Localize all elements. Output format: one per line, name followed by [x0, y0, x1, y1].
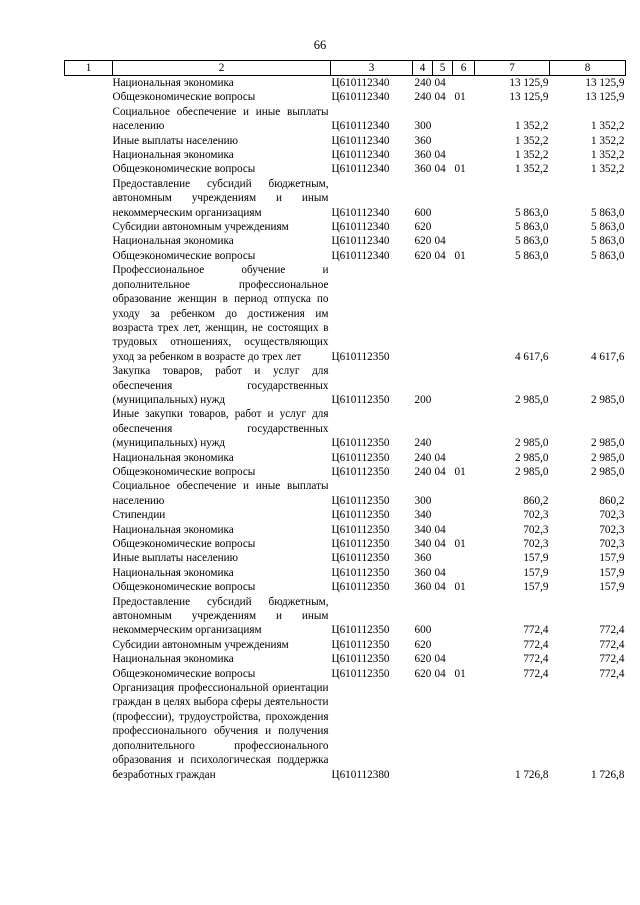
- expense-type-code: 200: [414, 393, 432, 406]
- item-name: Общеэкономические вопросы: [112, 667, 256, 680]
- amount-col-7: 772,4: [523, 667, 549, 680]
- subsection-code: [453, 364, 475, 407]
- expense-type-code: 620: [414, 249, 432, 262]
- section-code: 04: [434, 667, 446, 680]
- target-code: Ц610112340: [331, 134, 390, 147]
- target-code: Ц610112350: [331, 653, 390, 666]
- target-code: Ц610112340: [331, 163, 390, 176]
- expense-type-code: 300: [414, 494, 432, 507]
- subsection-code: 01: [454, 538, 466, 550]
- table-row: [65, 523, 626, 537]
- amount-col-7: 772,4: [523, 638, 549, 651]
- amount-col-7: 4 617,6: [514, 350, 549, 363]
- subsection-code: [453, 652, 475, 666]
- index-cell: [65, 177, 113, 220]
- index-cell: [65, 551, 113, 565]
- section-code: [433, 407, 453, 450]
- table-row: [65, 148, 626, 162]
- section-code: [433, 177, 453, 220]
- amount-col-8: 5 863,0: [590, 249, 625, 262]
- amount-col-7: 5 863,0: [514, 206, 549, 219]
- expense-type-code: 360: [414, 149, 432, 162]
- subsection-code: [453, 479, 475, 508]
- item-name: Общеэкономические вопросы: [112, 249, 256, 262]
- amount-col-7: 157,9: [523, 552, 549, 565]
- item-name: Национальная экономика: [112, 566, 234, 579]
- target-code: Ц610112340: [331, 91, 390, 104]
- target-code: Ц610112350: [331, 465, 390, 478]
- amount-col-7: 702,3: [523, 538, 549, 550]
- table-row: [65, 465, 626, 479]
- index-cell: [65, 364, 113, 407]
- expense-type-code: 240: [414, 451, 432, 464]
- section-code: 04: [434, 566, 446, 579]
- amount-col-7: 2 985,0: [514, 393, 549, 406]
- amount-col-8: 2 985,0: [590, 393, 625, 406]
- target-code: Ц610112350: [331, 350, 390, 363]
- table-row: [65, 407, 626, 450]
- index-cell: [65, 652, 113, 666]
- amount-col-8: 5 863,0: [590, 221, 625, 234]
- index-cell: [65, 681, 113, 782]
- index-cell: [65, 90, 113, 104]
- target-code: Ц610112340: [331, 77, 390, 89]
- amount-col-8: 13 125,9: [585, 77, 625, 89]
- amount-col-8: 2 985,0: [590, 451, 625, 464]
- amount-col-8: 157,9: [599, 552, 625, 565]
- item-name: Национальная экономика: [112, 235, 234, 248]
- amount-col-8: 157,9: [599, 581, 625, 594]
- subsection-code: [453, 234, 475, 248]
- subsection-code: [453, 508, 475, 522]
- subsection-code: 01: [454, 465, 466, 478]
- expense-type-code: 620: [414, 653, 432, 666]
- header-col-7: 7: [475, 61, 550, 76]
- amount-col-7: 5 863,0: [514, 249, 549, 262]
- table-row: [65, 667, 626, 681]
- subsection-code: [453, 134, 475, 148]
- amount-col-7: 5 863,0: [514, 235, 549, 248]
- amount-col-8: 1 726,8: [590, 768, 625, 781]
- header-row: [65, 61, 626, 76]
- amount-col-8: 772,4: [599, 624, 625, 637]
- subsection-code: [453, 76, 475, 91]
- index-cell: [65, 105, 113, 134]
- subsection-code: 01: [454, 163, 466, 176]
- index-cell: [65, 508, 113, 522]
- amount-col-7: 702,3: [523, 509, 549, 522]
- table-row: [65, 105, 626, 134]
- amount-col-7: 1 726,8: [514, 768, 549, 781]
- subsection-code: [453, 523, 475, 537]
- header-col-5: 5: [433, 61, 453, 76]
- item-name: Субсидии автономным учреждениям: [112, 638, 289, 651]
- expense-type-code: 300: [414, 120, 432, 133]
- amount-col-7: 13 125,9: [509, 77, 549, 89]
- target-code: Ц610112350: [331, 393, 390, 406]
- section-code: [433, 263, 453, 364]
- index-cell: [65, 479, 113, 508]
- item-name: Национальная экономика: [112, 523, 234, 536]
- section-code: 04: [434, 465, 446, 478]
- subsection-code: 01: [454, 249, 466, 262]
- subsection-code: [453, 105, 475, 134]
- section-code: [433, 105, 453, 134]
- section-code: 04: [434, 653, 446, 666]
- target-code: Ц610112350: [331, 437, 390, 450]
- amount-col-7: 1 352,2: [514, 134, 549, 147]
- amount-col-8: 4 617,6: [590, 350, 625, 363]
- budget-table: [64, 60, 626, 782]
- expense-type-code: 620: [414, 235, 432, 248]
- item-name: Общеэкономические вопросы: [112, 91, 256, 104]
- expense-type-code: 620: [414, 667, 432, 680]
- table-row: [65, 263, 626, 364]
- subsection-code: [453, 220, 475, 234]
- expense-type-code: 240: [414, 437, 432, 450]
- item-name: Стипендии: [112, 509, 166, 522]
- item-name: Национальная экономика: [112, 149, 234, 162]
- item-name: Социальное обеспечение и иные выплаты населению: [112, 105, 329, 133]
- amount-col-8: 2 985,0: [590, 465, 625, 478]
- expense-type-code: 360: [414, 134, 432, 147]
- section-code: [433, 681, 453, 782]
- amount-col-8: 157,9: [599, 566, 625, 579]
- amount-col-7: 702,3: [523, 523, 549, 536]
- index-cell: [65, 249, 113, 263]
- table-row: [65, 162, 626, 176]
- target-code: Ц610112340: [331, 206, 390, 219]
- target-code: Ц610112350: [331, 523, 390, 536]
- amount-col-7: 1 352,2: [514, 120, 549, 133]
- amount-col-7: 772,4: [523, 624, 549, 637]
- target-code: Ц610112340: [331, 249, 390, 262]
- item-name: Национальная экономика: [112, 653, 234, 666]
- amount-col-8: 702,3: [599, 523, 625, 536]
- table-row: [65, 177, 626, 220]
- table-row: [65, 508, 626, 522]
- amount-col-8: 860,2: [599, 494, 625, 507]
- target-code: Ц610112340: [331, 149, 390, 162]
- item-name: Закупка товаров, работ и услуг для обеспечения государственных (муниципальных) нужд: [112, 365, 329, 406]
- header-col-2: 2: [113, 61, 331, 76]
- page-number: 66: [313, 38, 327, 52]
- subsection-code: 01: [454, 581, 466, 594]
- table-row: [65, 90, 626, 104]
- subsection-code: [453, 451, 475, 465]
- index-cell: [65, 407, 113, 450]
- header-col-8: 8: [550, 61, 626, 76]
- amount-col-8: 772,4: [599, 667, 625, 680]
- table-row: [65, 580, 626, 594]
- index-cell: [65, 465, 113, 479]
- target-code: Ц610112350: [331, 552, 390, 565]
- section-code: [433, 134, 453, 148]
- header-col-6: 6: [453, 61, 475, 76]
- amount-col-7: 772,4: [523, 653, 549, 666]
- table-row: [65, 220, 626, 234]
- target-code: Ц610112340: [331, 235, 390, 248]
- table-row: [65, 537, 626, 551]
- table-row: [65, 134, 626, 148]
- index-cell: [65, 667, 113, 681]
- amount-col-8: 1 352,2: [590, 134, 625, 147]
- index-cell: [65, 234, 113, 248]
- target-code: Ц610112350: [331, 638, 390, 651]
- index-cell: [65, 523, 113, 537]
- table-body: [65, 76, 626, 782]
- section-code: [433, 638, 453, 652]
- section-code: 04: [434, 451, 446, 464]
- table-row: [65, 638, 626, 652]
- target-code: Ц610112350: [331, 451, 390, 464]
- item-name: Иные выплаты населению: [112, 134, 238, 147]
- section-code: [433, 595, 453, 638]
- subsection-code: [453, 638, 475, 652]
- item-name: Общеэкономические вопросы: [112, 465, 256, 478]
- amount-col-7: 157,9: [523, 581, 549, 594]
- amount-col-7: 1 352,2: [514, 149, 549, 162]
- amount-col-7: 5 863,0: [514, 221, 549, 234]
- section-code: 04: [434, 149, 446, 162]
- subsection-code: [453, 681, 475, 782]
- table-row: [65, 364, 626, 407]
- item-name: Национальная экономика: [112, 451, 234, 464]
- table-row: [65, 595, 626, 638]
- index-cell: [65, 595, 113, 638]
- index-cell: [65, 148, 113, 162]
- table-row: [65, 681, 626, 782]
- subsection-code: [453, 566, 475, 580]
- target-code: Ц610112350: [331, 494, 390, 507]
- item-name: Общеэкономические вопросы: [112, 163, 256, 176]
- index-cell: [65, 220, 113, 234]
- subsection-code: [453, 263, 475, 364]
- item-name: Профессиональное обучение и дополнительное профессиональное образование женщин в период отпуска по уходу за ребенком до достижения им возраста трех лет, женщин, не состоящих в трудовых отношениях, осуществляющих уход за ребенком в возрасте до трех лет: [112, 264, 329, 363]
- table-row: [65, 234, 626, 248]
- expense-type-code: 620: [414, 638, 432, 651]
- expense-type-code: 600: [414, 206, 432, 219]
- amount-col-7: 2 985,0: [514, 437, 549, 450]
- item-name: Социальное обеспечение и иные выплаты населению: [112, 480, 329, 507]
- index-cell: [65, 451, 113, 465]
- subsection-code: [453, 148, 475, 162]
- section-code: 04: [434, 163, 446, 176]
- item-name: Национальная экономика: [112, 77, 234, 89]
- expense-type-code: 240: [414, 465, 432, 478]
- index-cell: [65, 263, 113, 364]
- expense-type-code: 360: [414, 566, 432, 579]
- target-code: Ц610112350: [331, 581, 390, 594]
- section-code: [433, 508, 453, 522]
- subsection-code: 01: [454, 91, 466, 104]
- amount-col-7: 2 985,0: [514, 465, 549, 478]
- header-col-4: 4: [413, 61, 433, 76]
- header-col-1: 1: [65, 61, 113, 76]
- amount-col-8: 772,4: [599, 638, 625, 651]
- table-row: [65, 76, 626, 91]
- subsection-code: [453, 407, 475, 450]
- target-code: Ц610112380: [331, 768, 390, 781]
- table-row: [65, 479, 626, 508]
- index-cell: [65, 566, 113, 580]
- table-row: [65, 551, 626, 565]
- expense-type-code: 620: [414, 221, 432, 234]
- amount-col-7: 13 125,9: [509, 91, 549, 104]
- section-code: 04: [434, 538, 446, 550]
- expense-type-code: 360: [414, 552, 432, 565]
- section-code: [433, 479, 453, 508]
- section-code: [433, 364, 453, 407]
- table-row: [65, 249, 626, 263]
- section-code: 04: [434, 91, 446, 104]
- item-name: Общеэкономические вопросы: [112, 581, 256, 594]
- target-code: Ц610112340: [331, 221, 390, 234]
- target-code: Ц610112350: [331, 667, 390, 680]
- index-cell: [65, 638, 113, 652]
- amount-col-8: 5 863,0: [590, 206, 625, 219]
- header-col-3: 3: [331, 61, 413, 76]
- table-row: [65, 451, 626, 465]
- item-name: Организация профессиональной ориентации граждан в целях выбора сферы деятельности (профессии), трудоустройства, прохождения профессионального обучения и получения дополнительного профессионального образования и психологическая поддержка безработных граждан: [112, 682, 329, 781]
- item-name: Предоставление субсидий бюджетным, автономным учреждениям и иным некоммерческим организациям: [112, 595, 329, 637]
- item-name: Иные выплаты населению: [112, 552, 238, 565]
- expense-type-code: 340: [414, 523, 432, 536]
- index-cell: [65, 580, 113, 594]
- section-code: [433, 551, 453, 565]
- index-cell: [65, 76, 113, 91]
- item-name: Иные закупки товаров, работ и услуг для обеспечения государственных (муниципальных) нужд: [112, 408, 329, 450]
- expense-type-code: 360: [414, 163, 432, 176]
- expense-type-code: 340: [414, 538, 432, 550]
- item-name: Предоставление субсидий бюджетным, автономным учреждениям и иным некоммерческим организациям: [112, 177, 329, 219]
- table-row: [65, 652, 626, 666]
- target-code: Ц610112350: [331, 624, 390, 637]
- index-cell: [65, 537, 113, 551]
- expense-type-code: [413, 263, 433, 364]
- item-name: Общеэкономические вопросы: [112, 538, 256, 550]
- subsection-code: [453, 551, 475, 565]
- subsection-code: [453, 595, 475, 638]
- amount-col-8: 1 352,2: [590, 149, 625, 162]
- amount-col-8: 1 352,2: [590, 163, 625, 176]
- index-cell: [65, 162, 113, 176]
- item-name: Субсидии автономным учреждениям: [112, 221, 289, 234]
- expense-type-code: 600: [414, 624, 432, 637]
- expense-type-code: 240: [414, 77, 432, 89]
- amount-col-7: 860,2: [523, 494, 549, 507]
- amount-col-8: 702,3: [599, 509, 625, 522]
- section-code: 04: [434, 235, 446, 248]
- subsection-code: 01: [454, 667, 466, 680]
- target-code: Ц610112350: [331, 566, 390, 579]
- target-code: Ц610112340: [331, 120, 390, 133]
- amount-col-8: 5 863,0: [590, 235, 625, 248]
- section-code: 04: [434, 581, 446, 594]
- section-code: 04: [434, 523, 446, 536]
- amount-col-7: 2 985,0: [514, 451, 549, 464]
- expense-type-code: [413, 681, 433, 782]
- target-code: Ц610112350: [331, 509, 390, 522]
- subsection-code: [453, 177, 475, 220]
- section-code: [433, 220, 453, 234]
- expense-type-code: 240: [414, 91, 432, 104]
- amount-col-8: 702,3: [599, 538, 625, 550]
- expense-type-code: 340: [414, 509, 432, 522]
- index-cell: [65, 134, 113, 148]
- amount-col-8: 772,4: [599, 653, 625, 666]
- amount-col-8: 2 985,0: [590, 437, 625, 450]
- amount-col-7: 157,9: [523, 566, 549, 579]
- section-code: 04: [434, 77, 446, 89]
- amount-col-8: 13 125,9: [585, 91, 625, 104]
- expense-type-code: 360: [414, 581, 432, 594]
- table-row: [65, 566, 626, 580]
- target-code: Ц610112350: [331, 538, 390, 550]
- section-code: 04: [434, 249, 446, 262]
- amount-col-8: 1 352,2: [590, 120, 625, 133]
- amount-col-7: 1 352,2: [514, 163, 549, 176]
